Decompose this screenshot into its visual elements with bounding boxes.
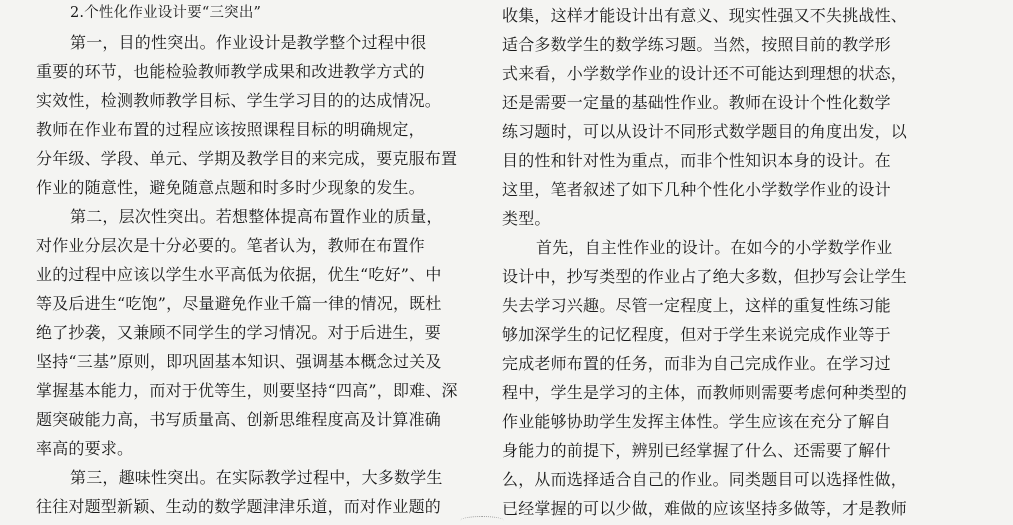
paragraph-line: 式来看，小学数学作业的设计还不可能达到理想的状态， <box>502 64 908 83</box>
paragraph-line: 题突破能力高，书写质量高、创新思维程度高及计算准确 <box>36 410 442 429</box>
paragraph-line: 往往对题型新颖、生动的数学题津津乐道，而对作业题的 <box>36 497 442 516</box>
paragraph-line: 第一，目的性突出。作业设计是教学整个过程中很 <box>70 33 427 52</box>
paragraph-line: 掌握基本能力，而对于优等生，则要坚持“四高”，即难、深 <box>36 381 458 400</box>
paragraph-line: 失去学习兴趣。尽管一定程度上，这样的重复性练习能 <box>502 296 891 315</box>
paragraph-line: 等及后进生“吃饱”，尽量避免作业千篇一律的情况，既杜 <box>36 294 442 313</box>
paragraph-line: 业的过程中应该以学生水平高低为依据，优生“吃好”、中 <box>36 265 442 284</box>
paragraph-line: 对作业分层次是十分必要的。笔者认为，教师在布置作 <box>36 236 425 255</box>
paragraph-line: 设计中，抄写类型的作业占了绝大多数，但抄写会让学生 <box>502 267 908 286</box>
paragraph-line: 程中，学生是学习的主体，而教师则需要考虑何种类型的 <box>502 383 908 402</box>
paragraph-line: 作业能够协助学生发挥主体性。学生应该在充分了解自 <box>502 412 891 431</box>
paragraph-line: 还是需要一定量的基础性作业。教师在设计个性化数学 <box>502 93 891 112</box>
paragraph-line: 重要的环节，也能检验教师教学成果和改进教学方式的 <box>36 62 425 81</box>
paragraph-line: 目的性和针对性为重点，而非个性知识本身的设计。在 <box>502 151 891 170</box>
paragraph-line: 够加深学生的记忆程度，但对于学生来说完成作业等于 <box>502 325 891 344</box>
section-heading: 2.个性化作业设计要“三突出” <box>70 5 262 21</box>
paragraph-line: 已经掌握的可以少做，难做的应该坚持多做等，才是教师 <box>502 499 908 518</box>
paragraph-line: 完成老师布置的任务，而非为自己完成作业。在学习过 <box>502 354 891 373</box>
paragraph-line: 类型。 <box>502 209 551 228</box>
paragraph-line: 首先，自主性作业的设计。在如今的小学数学作业 <box>536 238 893 257</box>
paragraph-line: 绝了抄袭，又兼顾不同学生的学习情况。对于后进生，要 <box>36 323 442 342</box>
paragraph-line: 分年级、学段、单元、学期及教学目的来完成，要克服布置 <box>36 149 458 168</box>
paragraph-line: 适合多数学生的数学练习题。当然，按照目前的教学形 <box>502 35 891 54</box>
paragraph-line: 这里，笔者叙述了如下几种个性化小学数学作业的设计 <box>502 180 891 199</box>
paragraph-line: 么，从而选择适合自己的作业。同类题目可以选择性做， <box>502 470 908 489</box>
paragraph-line: 率高的要求。 <box>36 439 134 458</box>
paragraph-line: 坚持“三基”原则，即巩固基本知识、强调基本概念过关及 <box>36 352 442 371</box>
paragraph-line: 实效性，检测教师教学目标、学生学习目的的达成情况。 <box>36 91 442 110</box>
paragraph-line: 教师在作业布置的过程应该按照课程目标的明确规定， <box>36 120 425 139</box>
paragraph-line: 作业的随意性，避免随意点题和时多时少现象的发生。 <box>36 178 425 197</box>
paragraph-line: 第三，趣味性突出。在实际教学过程中，大多数学生 <box>70 468 443 487</box>
paragraph-line: 第二，层次性突出。若想整体提高布置作业的质量， <box>70 207 443 226</box>
paragraph-line: 练习题时，可以从设计不同形式数学题目的角度出发，以 <box>502 122 908 141</box>
paragraph-line: 身能力的前提下，辨别已经掌握了什么、还需要了解什 <box>502 441 891 460</box>
paragraph-line: 收集，这样才能设计出有意义、现实性强又不失挑战性、 <box>502 6 908 25</box>
